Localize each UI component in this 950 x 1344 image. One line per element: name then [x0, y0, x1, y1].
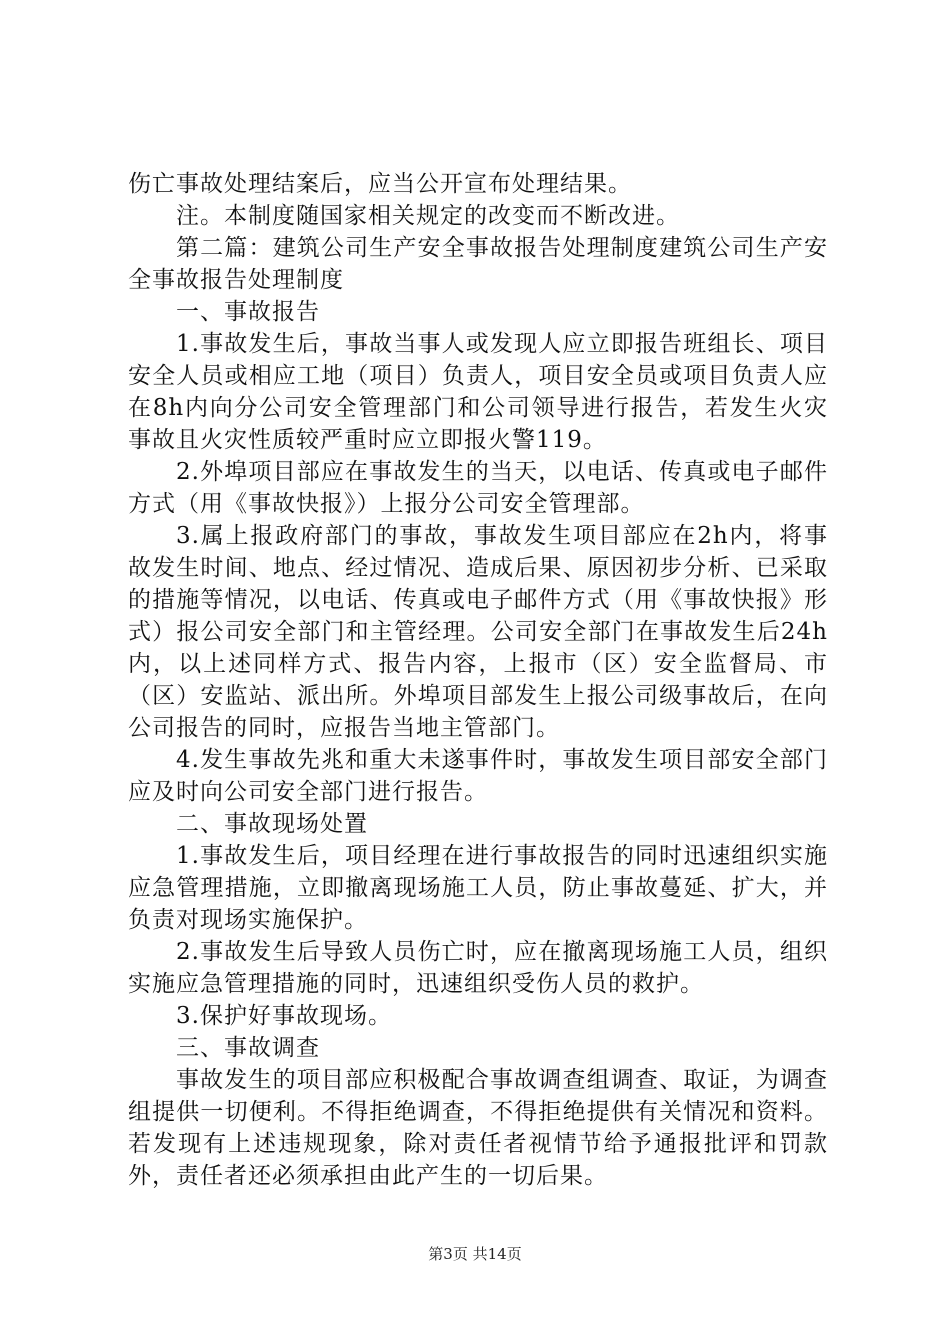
paragraph-report-3: 3.属上报政府部门的事故，事故发生项目部应在2h内，将事故发生时间、地点、经过情况、造成后果、原因初步分析、已采取的措施等情况，以电话、传真或电子邮件方式（用《事故快报》形式）报公司安全部门和主管经理。公司安全部门在事故发生后24h内，以上述同样方式、报告内容，上报市（区）安全监督局、市（区）安监站、派出所。外埠项目部发生上报公司级事故后，在向公司报告的同时，应报告当地主管部门。: [128, 523, 828, 741]
section-heading-scene: 二、事故现场处置: [176, 811, 368, 837]
page-footer: 第3页 共14页: [428, 1245, 522, 1263]
section-heading-investigation: 三、事故调查: [176, 1035, 320, 1061]
section-heading-report: 一、事故报告: [176, 299, 320, 325]
paragraph-report-4: 4.发生事故先兆和重大未遂事件时，事故发生项目部安全部门应及时向公司安全部门进行报告。: [128, 747, 828, 805]
paragraph-report-1: 1.事故发生后，事故当事人或发现人应立即报告班组长、项目安全人员或相应工地（项目）负责人，项目安全员或项目负责人应在8h内向分公司安全管理部门和公司领导进行报告，若发生火灾事故且火灾性质较严重时应立即报火警119。: [128, 331, 828, 453]
paragraph-scene-2: 2.事故发生后导致人员伤亡时，应在撤离现场施工人员，组织实施应急管理措施的同时，迅速组织受伤人员的救护。: [128, 939, 828, 997]
paragraph-investigation: 事故发生的项目部应积极配合事故调查组调查、取证，为调查组提供一切便利。不得拒绝调查，不得拒绝提供有关情况和资料。若发现有上述违规现象，除对责任者视情节给予通报批评和罚款外，责任者还必须承担由此产生的一切后果。: [128, 1067, 828, 1189]
document-body: [128, 168, 828, 1192]
paragraph-closing-line: 伤亡事故处理结案后，应当公开宣布处理结果。: [128, 171, 632, 197]
paragraph-scene-3: 3.保护好事故现场。: [176, 1003, 392, 1029]
paragraph-note: 注。本制度随国家相关规定的改变而不断改进。: [176, 203, 680, 229]
paragraph-chapter-title: 第二篇：建筑公司生产安全事故报告处理制度建筑公司生产安全事故报告处理制度: [128, 235, 828, 293]
paragraph-report-2: 2.外埠项目部应在事故发生的当天，以电话、传真或电子邮件方式（用《事故快报》）上报分公司安全管理部。: [128, 459, 828, 517]
paragraph-scene-1: 1.事故发生后，项目经理在进行事故报告的同时迅速组织实施应急管理措施，立即撤离现场施工人员，防止事故蔓延、扩大，并负责对现场实施保护。: [128, 843, 828, 933]
